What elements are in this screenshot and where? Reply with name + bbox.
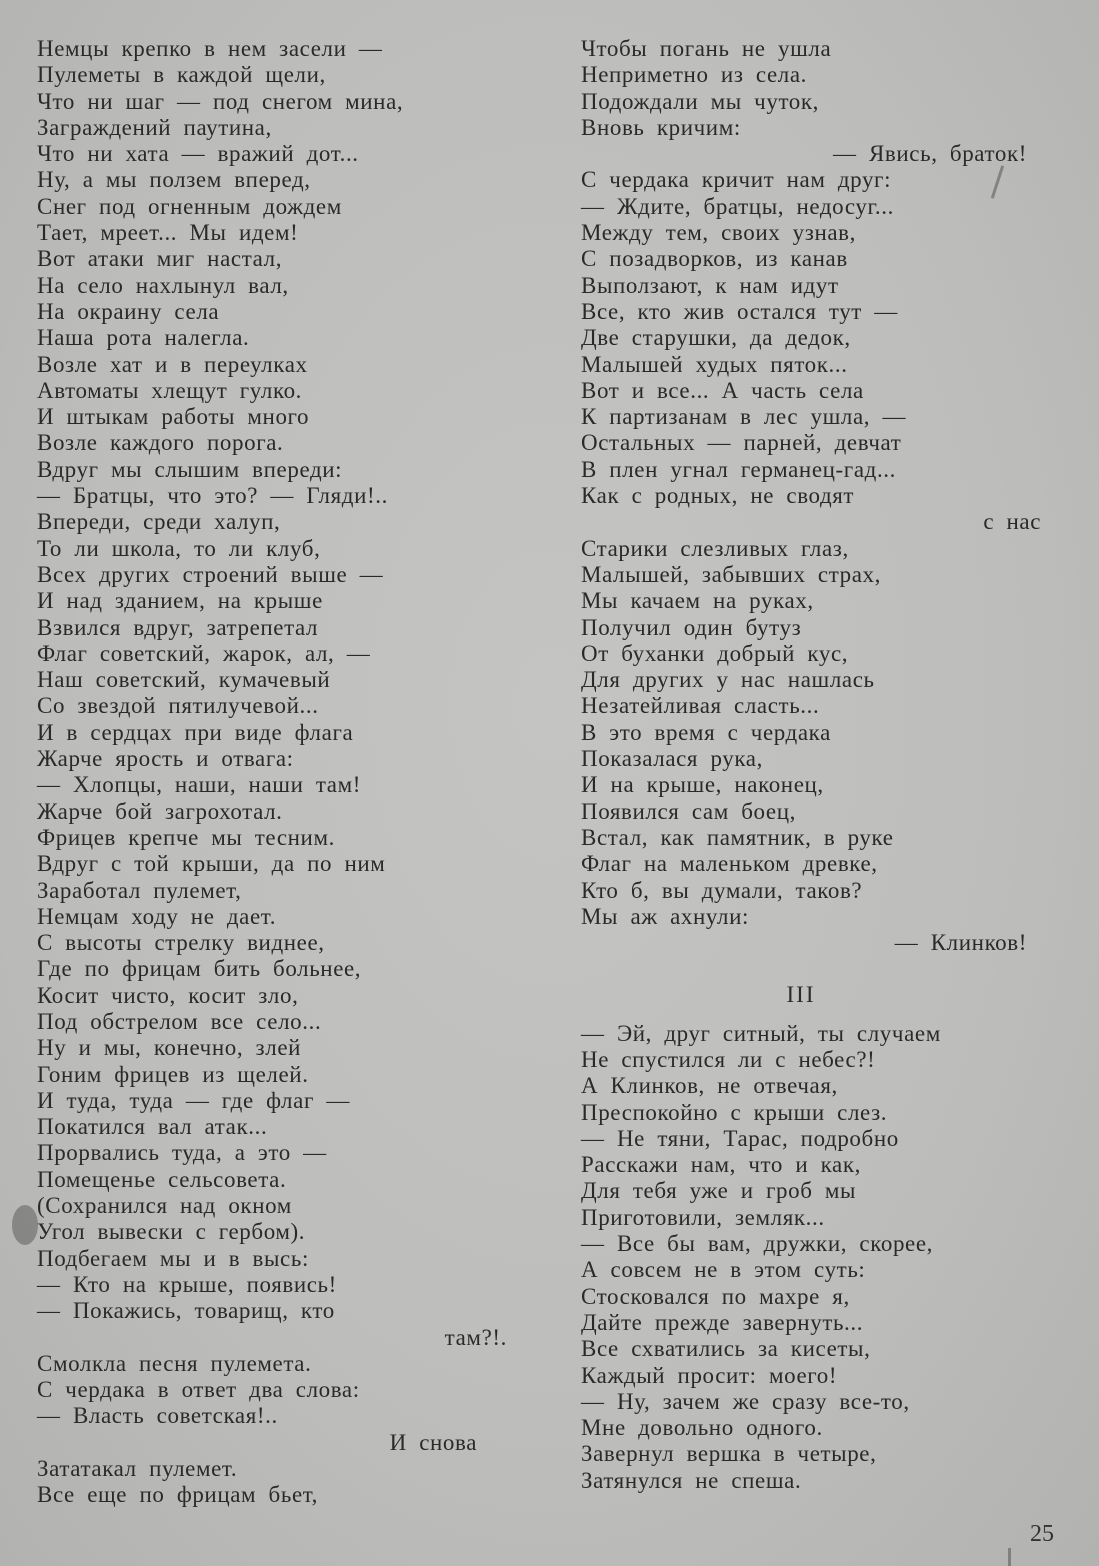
- left-column: [37, 36, 517, 1509]
- poem-line: Между тем, своих узнав,: [581, 220, 856, 246]
- poem-line: Тает, мреет... Мы идем!: [37, 220, 299, 246]
- left-continuation-2: И снова: [389, 1429, 477, 1455]
- poem-line: Заграждений паутина,: [37, 114, 272, 140]
- poem-line: Автоматы хлещут гулко.: [37, 377, 303, 403]
- poem-line: От буханки добрый кус,: [581, 640, 849, 666]
- right-column: [581, 36, 1041, 1494]
- poem-line: (Сохранился над окном: [37, 1193, 292, 1219]
- poem-line: Каждый просит: моего!: [581, 1362, 838, 1388]
- poem-line: Все схватились за кисеты,: [581, 1336, 871, 1362]
- poem-line: Наш советский, кумачевый: [37, 667, 331, 693]
- poem-line: На окраину села: [37, 298, 220, 324]
- poem-line: Флаг на маленьком древке,: [581, 851, 878, 877]
- poem-line: И в сердцах при виде флага: [37, 719, 354, 745]
- poem-line: Как с родных, не сводят: [581, 483, 855, 509]
- ink-blot: [12, 1205, 38, 1245]
- poem-line: Снег под огненным дождем: [37, 193, 342, 219]
- poem-line: Ну и мы, конечно, злей: [37, 1035, 302, 1061]
- poem-line: Вдруг мы слышим впереди:: [37, 456, 343, 482]
- poem-line: Фрицев крепче мы тесним.: [37, 824, 335, 850]
- poem-line: Показалася рука,: [581, 746, 763, 772]
- poem-line: Кто б, вы думали, таков?: [581, 877, 863, 903]
- poem-line: Прорвались туда, а это —: [37, 1140, 327, 1166]
- poem-line: Под обстрелом все село...: [37, 1008, 322, 1034]
- poem-line: Гоним фрицев из щелей.: [37, 1061, 309, 1087]
- poem-line: Для тебя уже и гроб мы: [581, 1178, 857, 1204]
- poem-line: Заработал пулемет,: [37, 877, 242, 903]
- poem-line: Что ни хата — вражий дот...: [37, 141, 359, 167]
- left-stanza-b: [37, 1351, 517, 1430]
- poem-line: Выползают, к нам идут: [581, 272, 839, 298]
- poem-line: Немцам ходу не дает.: [37, 903, 277, 929]
- section-heading: III: [786, 982, 816, 1008]
- poem-line: Остальных — парней, девчат: [581, 430, 902, 456]
- poem-line: Незатейливая сласть...: [581, 693, 820, 719]
- poem-line: Мы качаем на руках,: [581, 588, 814, 614]
- poem-line: Получил один бутуз: [581, 614, 802, 640]
- poem-line: Возле каждого порога.: [37, 430, 284, 456]
- poem-line: — Все бы вам, дружки, скорее,: [581, 1231, 934, 1257]
- poem-line: Пулеметы в каждой щели,: [37, 62, 326, 88]
- left-stanza-c: [37, 1456, 517, 1509]
- poem-line: — Хлопцы, наши, наши там!: [37, 772, 361, 798]
- poem-line: Приготовили, земляк...: [581, 1204, 825, 1230]
- poem-line: Вот и все... А часть села: [581, 377, 864, 403]
- poem-line: В плен угнал германец-гад...: [581, 456, 896, 482]
- poem-line: — Братцы, что это? — Гляди!..: [37, 483, 388, 509]
- poem-line: С позадворков, из канав: [581, 246, 848, 272]
- poem-line: Что ни шаг — под снегом мина,: [37, 88, 404, 114]
- poem-line: Малышей, забывших страх,: [581, 561, 881, 587]
- poem-line: Жарче бой загрохотал.: [37, 798, 283, 824]
- poem-line: А совсем не в этом суть:: [581, 1257, 866, 1283]
- poem-line: То ли школа, то ли клуб,: [37, 535, 321, 561]
- poem-line: Впереди, среди халуп,: [37, 509, 281, 535]
- poem-line: К партизанам в лес ушла, —: [581, 404, 907, 430]
- poem-line: Наша рота налегла.: [37, 325, 250, 351]
- right-stanza-c: [581, 536, 1021, 930]
- poem-line: Все, кто жив остался тут —: [581, 298, 898, 324]
- poem-line: Флаг советский, жарок, ал, —: [37, 640, 371, 666]
- poem-line: Вновь кричим:: [581, 114, 741, 140]
- poem-line: Две старушки, да дедок,: [581, 325, 851, 351]
- poem-line: Для других у нас нашлась: [581, 667, 875, 693]
- poem-line: — Покажись, товарищ, кто: [37, 1298, 335, 1324]
- poem-line: Покатился вал атак...: [37, 1114, 268, 1140]
- poem-line: И туда, туда — где флаг —: [37, 1087, 350, 1113]
- poem-line: Помещенье сельсовета.: [37, 1166, 287, 1192]
- poem-line: Жарче ярость и отвага:: [37, 746, 294, 772]
- poem-line: С чердака в ответ два слова:: [37, 1377, 360, 1403]
- poem-line: С чердака кричит нам друг:: [581, 167, 892, 193]
- poem-line: Ну, а мы ползем вперед,: [37, 167, 311, 193]
- poem-line: Угол вывески с гербом).: [37, 1219, 306, 1245]
- poem-line: — Не тяни, Тарас, подробно: [581, 1125, 899, 1151]
- poem-line: Немцы крепко в нем засели —: [37, 36, 383, 61]
- poem-line: На село нахлынул вал,: [37, 272, 289, 298]
- poem-line: Не спустился ли с небес?!: [581, 1046, 876, 1072]
- poem-line: Где по фрицам бить больнее,: [37, 956, 362, 982]
- poem-line: Зататакал пулемет.: [37, 1456, 238, 1482]
- poem-line: — Ждите, братцы, недосуг...: [581, 193, 894, 219]
- poem-line: И штыкам работы много: [37, 404, 310, 430]
- poem-line: Смолкла песня пулемета.: [37, 1350, 312, 1376]
- poem-line: Взвился вдруг, затрепетал: [37, 614, 319, 640]
- poem-line: Все еще по фрицам бьет,: [37, 1482, 319, 1508]
- poem-line: Малышей худых пяток...: [581, 351, 848, 377]
- left-continuation-1: там?!.: [444, 1324, 507, 1350]
- poem-line: Старики слезливых глаз,: [581, 535, 849, 561]
- poem-line: Завернул вершка в четыре,: [581, 1441, 877, 1467]
- poem-line: Дайте прежде завернуть...: [581, 1309, 864, 1335]
- poem-line: Косит чисто, косит зло,: [37, 982, 299, 1008]
- right-continuation-3: — Клинков!: [894, 930, 1027, 956]
- poem-line: В это время с чердака: [581, 719, 831, 745]
- poem-line: С высоты стрелку виднее,: [37, 930, 325, 956]
- right-continuation-2: с нас: [983, 509, 1041, 535]
- left-stanza-a: [37, 36, 517, 1325]
- poem-line: — Кто на крыше, появись!: [37, 1271, 337, 1297]
- poem-line: Расскажи нам, что и как,: [581, 1152, 861, 1178]
- poem-line: Стосковался по махре я,: [581, 1283, 850, 1309]
- poem-line: Возле хат и в переулках: [37, 351, 308, 377]
- right-stanza-d: [581, 1021, 1021, 1494]
- poem-line: Преспокойно с крыши слез.: [581, 1099, 888, 1125]
- poem-line: Чтобы погань не ушла: [581, 36, 832, 61]
- poem-line: Мы аж ахнули:: [581, 903, 749, 929]
- poem-line: — Власть советская!..: [37, 1403, 278, 1429]
- right-continuation-1: — Явись, браток!: [833, 141, 1027, 167]
- right-stanza-a: [581, 36, 1021, 141]
- poem-line: Подбегаем мы и в высь:: [37, 1245, 309, 1271]
- poem-line: Появился сам боец,: [581, 798, 796, 824]
- margin-tick: [1008, 1548, 1011, 1566]
- poem-line: Подождали мы чуток,: [581, 88, 820, 114]
- poem-line: Затянулся не спеша.: [581, 1467, 802, 1493]
- poem-line: Встал, как памятник, в руке: [581, 824, 894, 850]
- poem-line: И на крыше, наконец,: [581, 772, 824, 798]
- poem-line: — Ну, зачем же сразу все-то,: [581, 1388, 910, 1414]
- poem-line: — Эй, друг ситный, ты случаем: [581, 1020, 941, 1046]
- right-stanza-b: [581, 167, 1021, 509]
- page-number: 25: [1030, 1521, 1054, 1547]
- poem-line: Неприметно из села.: [581, 62, 807, 88]
- poem-line: Вот атаки миг настал,: [37, 246, 283, 272]
- poem-line: И над зданием, на крыше: [37, 588, 323, 614]
- poem-line: Со звездой пятилучевой...: [37, 693, 319, 719]
- poem-line: Вдруг с той крыши, да по ним: [37, 851, 386, 877]
- poem-line: Всех других строений выше —: [37, 561, 384, 587]
- poem-line: Мне довольно одного.: [581, 1415, 823, 1441]
- poem-line: А Клинков, не отвечая,: [581, 1073, 838, 1099]
